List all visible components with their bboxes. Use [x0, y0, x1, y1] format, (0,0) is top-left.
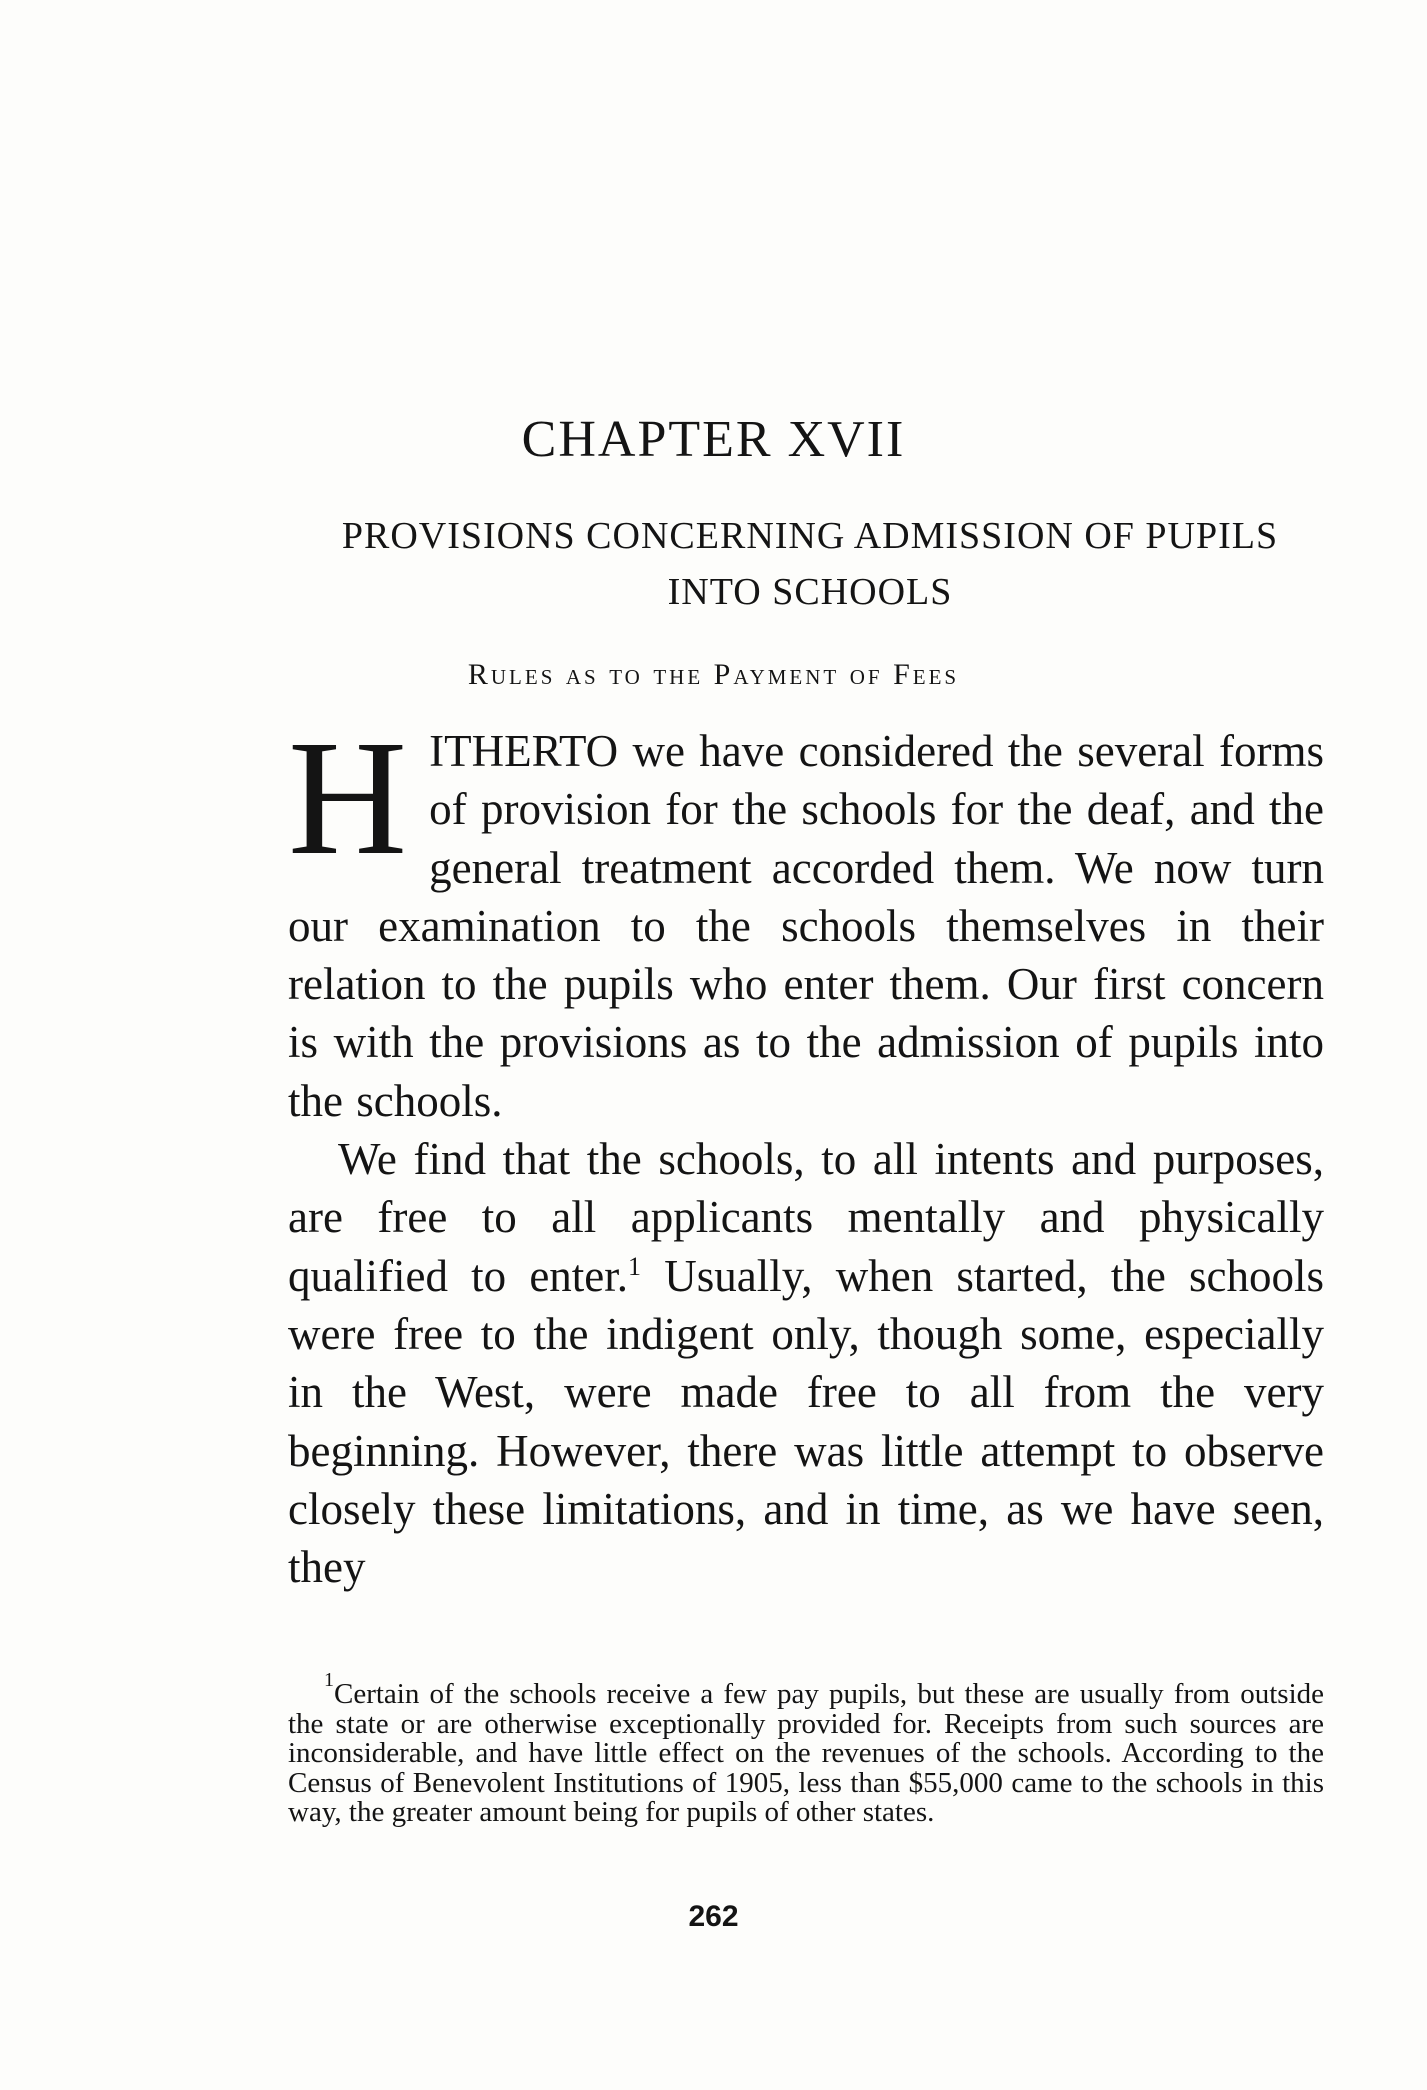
footnote: [288, 1669, 1324, 1828]
paragraph-2-text-a: We find that the schools, to all intents and purposes, are free to all applicants mentally and physically qualified to enter.: [288, 1134, 1324, 1301]
footnote-text: Certain of the schools receive a few pay pupils, but these are usually from outside the state or are otherwise exceptionally provided for. Receipts from such sources are inconsiderable, and have little effect on the revenues of the schools. According to the Census of Benevolent Institutions of 1905, less than $55,000 came to the schools in this way, the greater amount being for pupils of other states.: [288, 1678, 1324, 1828]
chapter-number: CHAPTER XVII: [521, 411, 906, 468]
body-text: [288, 706, 1324, 1596]
section-subtitle: Rules as to the Payment of Fees: [467, 658, 960, 691]
paragraph-1-text: ITHERTO we have considered the several forms of provision for the schools for the deaf, and the general treatment accorded them. We now turn our examination to the schools themselves in their relation to the pupils who enter them. Our first concern is with the provisions as to the admission of pupils into the schools.: [288, 726, 1324, 1126]
footnote-mark: 1: [324, 1669, 334, 1691]
footnote-reference: 1: [628, 1251, 642, 1281]
footnote-body: [288, 1669, 1324, 1828]
chapter-title: PROVISIONS CONCERNING ADMISSION OF PUPILS INTO SCHOOLS: [341, 515, 1279, 613]
page-number: 262: [688, 1900, 739, 1933]
paragraph-2: [288, 1130, 1324, 1596]
paragraph-2-text-b: Usually, when started, the schools were free to the indigent only, though some, especially in the West, were made free to all from the very beginning. However, there was little attempt to observe closely these limitations, and in time, as we have seen, they: [288, 1250, 1324, 1593]
paragraph-1: [288, 706, 1324, 1130]
drop-cap: H: [288, 706, 408, 889]
